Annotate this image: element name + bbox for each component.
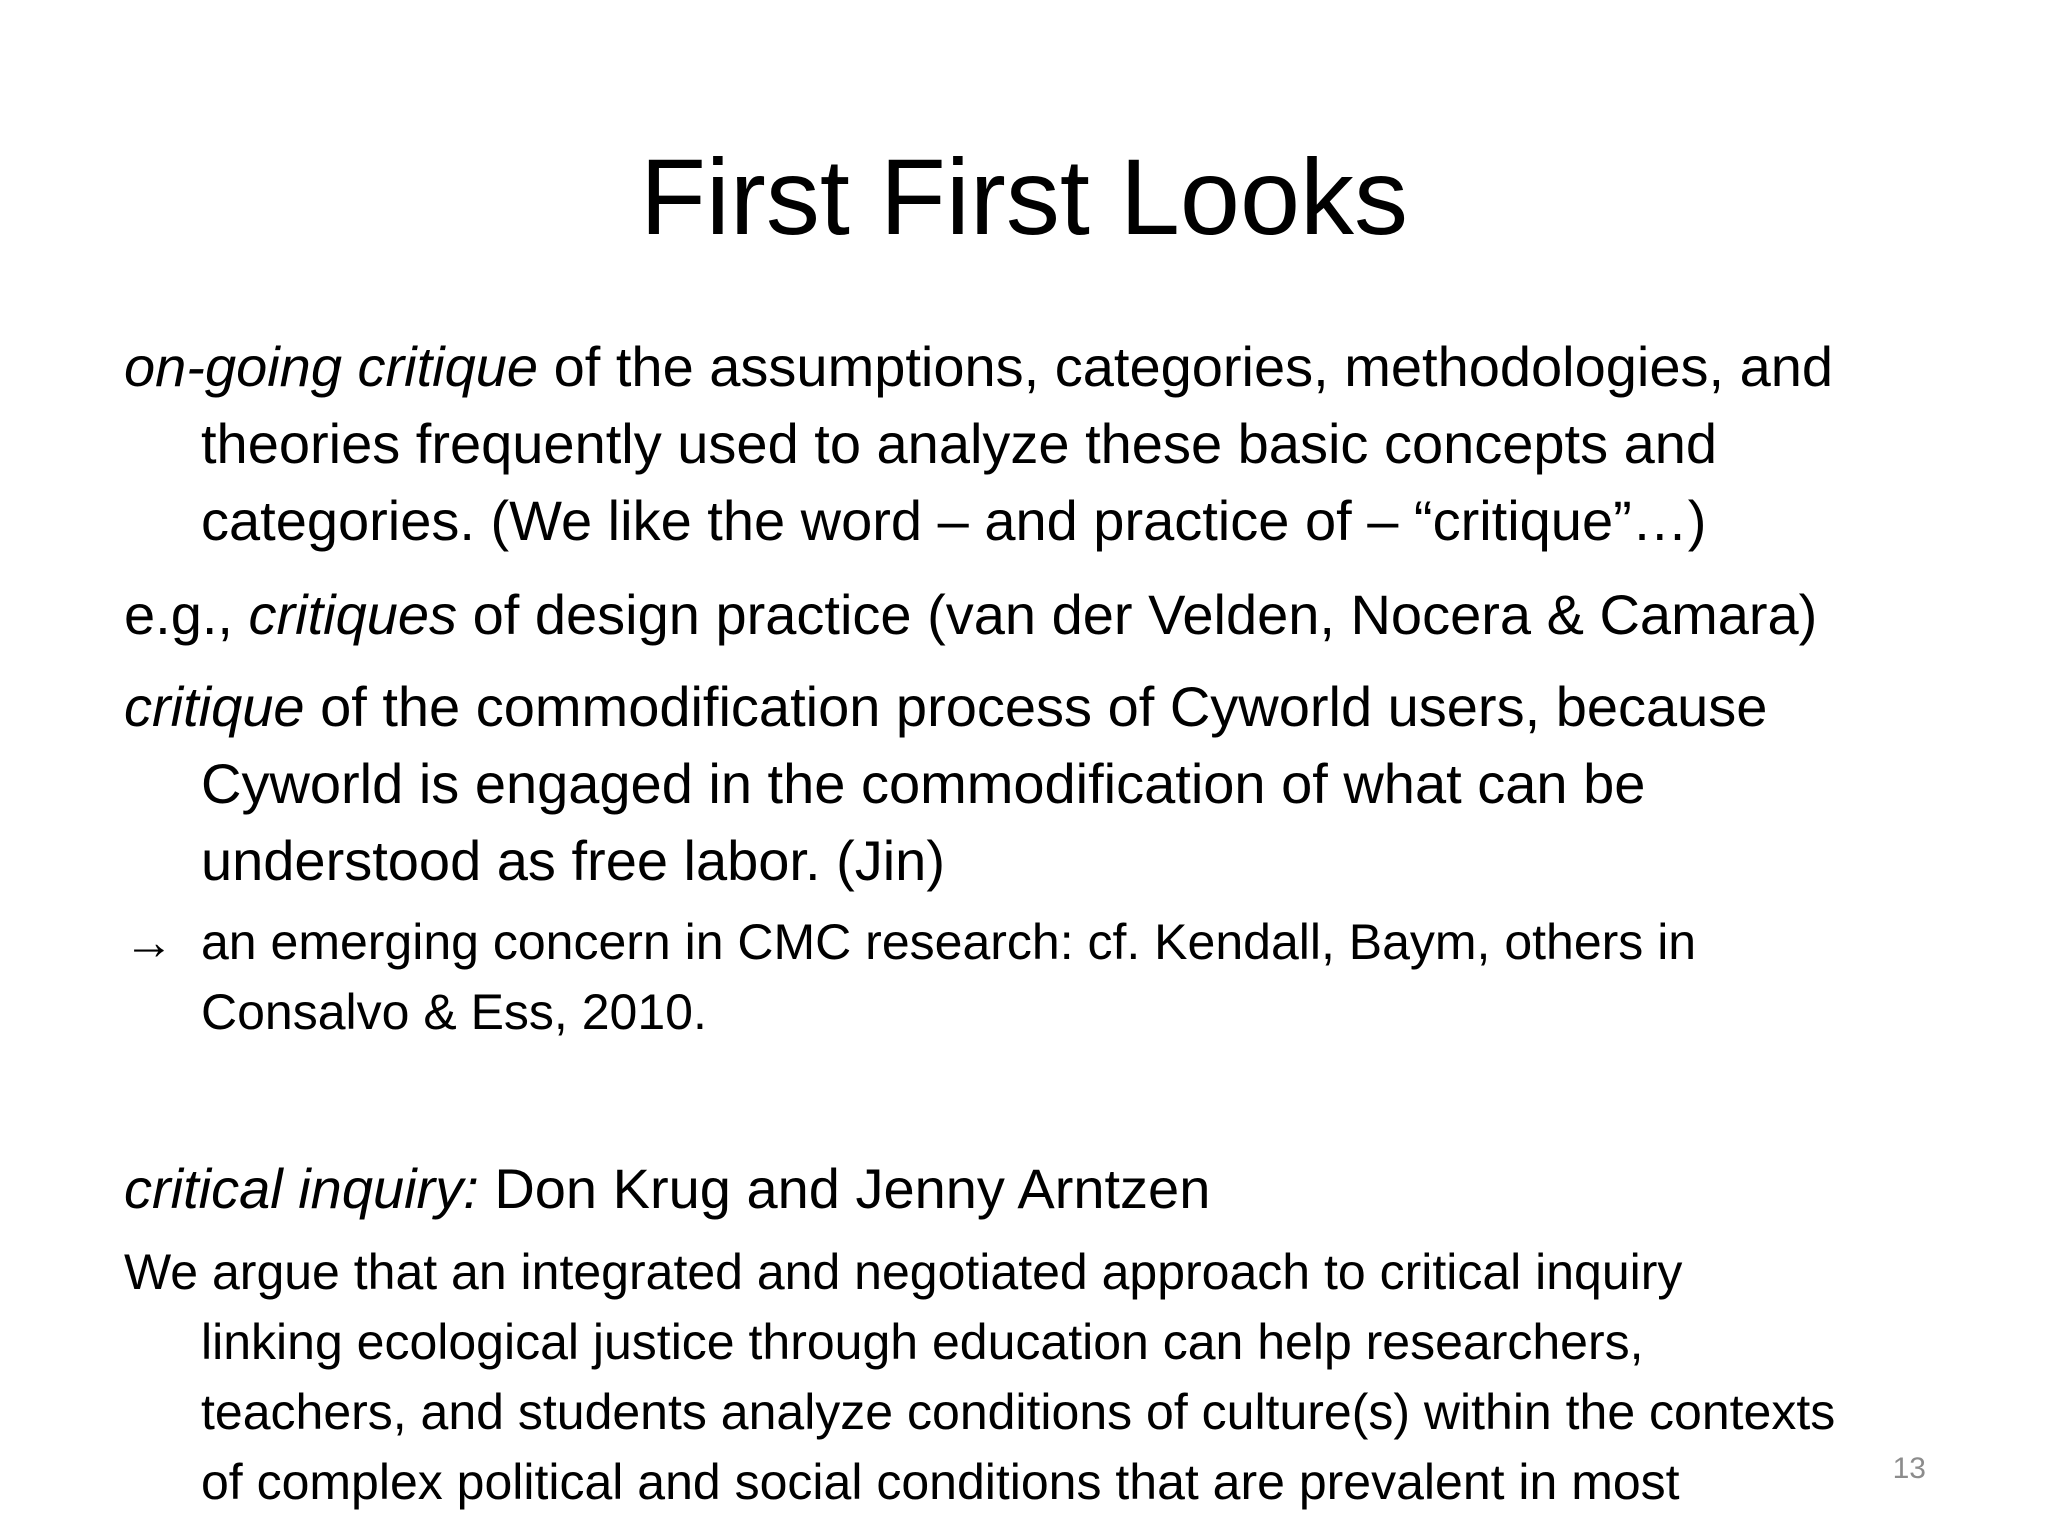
paragraph-line: of complex political and social conditions that are prevalent in most [201,1454,1680,1510]
paragraph-line: linking ecological justice through education can help researchers, [201,1314,1644,1370]
paragraph-line [124,328,2048,405]
paragraph-line: teachers, and students analyze conditions of culture(s) within the contexts [201,1384,1836,1440]
line-text: of the assumptions, categories, methodologies, and [538,335,1834,398]
paragraph-line [124,576,2048,653]
paragraph-design-critiques [124,576,2048,653]
paragraph-cyworld-critique [124,668,2048,899]
paragraph-line [124,907,2048,977]
line-text: an emerging concern in CMC research: cf. Kendall, Baym, others in [201,914,1697,970]
paragraph-integrated-approach [124,1237,2048,1517]
emphasis-text: critiques [248,583,458,646]
paragraph-line: theories frequently used to analyze these basic concepts and [201,412,1718,475]
paragraph-line: understood as free labor. (Jin) [201,829,945,892]
paragraph-line [124,1150,2048,1227]
emphasis-text: critique [124,675,305,738]
paragraph-line: Cyworld is engaged in the commodification of what can be [201,752,1646,815]
paragraph-line: We argue that an integrated and negotiated approach to critical inquiry [124,1244,1683,1300]
slide-title: First First Looks [639,136,1409,257]
paragraph-line [124,668,2048,745]
emphasis-text: on-going critique [124,335,539,398]
paragraph-cmc-concern [124,907,2048,1047]
line-text: of the commodification process of Cyworld users, because [304,675,1768,738]
line-text: of design practice (van der Velden, Nocera & Camara) [457,583,1818,646]
paragraph-critical-inquiry [124,1150,2048,1227]
line-text: Don Krug and Jenny Arntzen [478,1157,1211,1220]
emphasis-text: critical inquiry: [124,1157,479,1220]
paragraph-line: Consalvo & Ess, 2010. [201,984,707,1040]
line-text: e.g., [124,583,249,646]
arrow-right-icon: → [124,914,174,970]
paragraph-ongoing-critique [124,328,2048,559]
slide-number: 13 [1892,1452,1926,1485]
paragraph-line: categories. (We like the word – and practice of – “critique”…) [201,489,1707,552]
